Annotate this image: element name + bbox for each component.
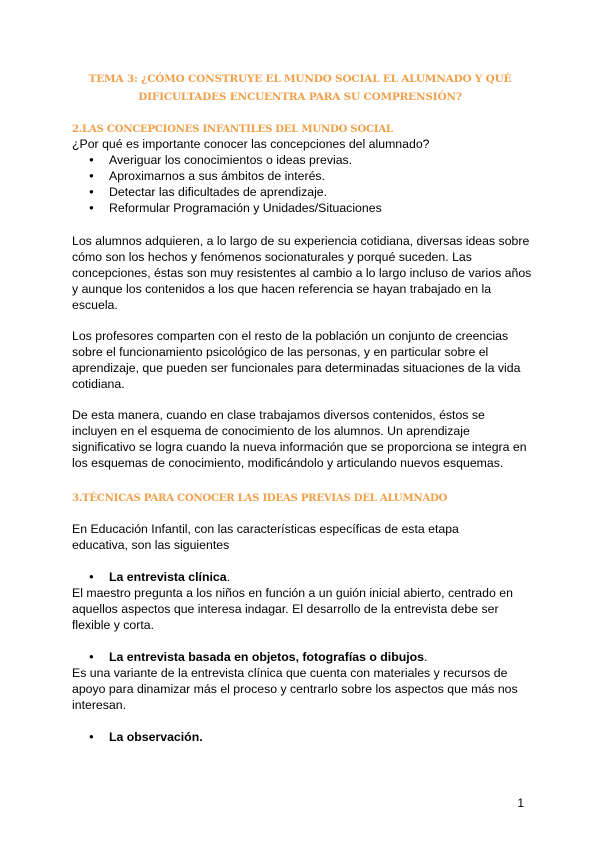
section-3-intro: En Educación Infantil, con las características específicas de esta etapa educativa, son las siguientes — [72, 522, 459, 552]
technique-suffix: . — [226, 570, 230, 584]
technique-name: La observación. — [109, 730, 203, 744]
title-line-2: DIFICULTADES ENCUENTRA PARA SU COMPRENSIÓN? — [138, 91, 462, 103]
page-number: 1 — [517, 796, 524, 810]
technique-description-2: Es una variante de la entrevista clínica que cuenta con materiales y recursos de apoyo para dinamizar más el proceso y centrarlo sobre los aspectos que más nos interesan. — [72, 666, 518, 712]
technique-suffix: . — [424, 650, 428, 664]
paragraph: Los profesores comparten con el resto de la población un conjunto de creencias sobre el funcionamiento psicológico de las personas, y en particular sobre el aprendizaje, que pueden ser funcionales para determinadas situaciones de la vida cotidiana. — [72, 329, 521, 391]
document-title — [72, 70, 528, 106]
technique-name: La entrevista basada en objetos, fotografías o dibujos — [109, 650, 424, 664]
technique-label-3 — [72, 729, 532, 745]
paragraph: Los alumnos adquieren, a lo largo de su experiencia cotidiana, diversas ideas sobre cómo son los hechos y fenómenos socionaturales y porqué suceden. Las concepciones, éstas son muy resistentes al cambio a lo largo incluso de varios años y aunque los contenidos a los que hacen referencia se hayan trabajado en la escuela. — [72, 234, 532, 312]
paragraph: De esta manera, cuando en clase trabajamos diversos contenidos, éstos se incluyen en el esquema de conocimiento de los alumnos. Un aprendizaje significativo se logra cuando la nueva información que se proporciona se integra en los esquemas de conocimiento, modificándolo y articulando nuevos esquemas. — [72, 408, 527, 470]
technique-label-1 — [72, 569, 532, 585]
section-2-heading: 2.LAS CONCEPCIONES INFANTILES DEL MUNDO SOCIAL — [72, 123, 393, 135]
list-item: ● Aproximarnos a sus ámbitos de interés. — [72, 168, 532, 184]
title-line-1: TEMA 3: ¿CÓMO CONSTRUYE EL MUNDO SOCIAL EL ALUMNADO Y QUÉ — [88, 73, 512, 85]
section-3-heading: 3.TÉCNICAS PARA CONOCER LAS IDEAS PREVIAS DEL ALUMNADO — [72, 492, 448, 504]
section-2-bullet-list — [72, 152, 532, 216]
technique-name: La entrevista clínica — [109, 570, 227, 584]
technique-description-1: El maestro pregunta a los niños en función a un guión inicial abierto, centrado en aquellos aspectos que interesa indagar. El desarrollo de la entrevista debe ser flexible y corta. — [72, 586, 513, 632]
section-2-question: ¿Por qué es importante conocer las concepciones del alumnado? — [72, 137, 430, 151]
list-item: ● Averiguar los conocimientos o ideas previas. — [72, 152, 532, 168]
technique-label-2 — [72, 649, 532, 665]
list-item: ● Detectar las dificultades de aprendizaje. — [72, 184, 532, 200]
list-item: ● Reformular Programación y Unidades/Situaciones — [72, 200, 532, 216]
